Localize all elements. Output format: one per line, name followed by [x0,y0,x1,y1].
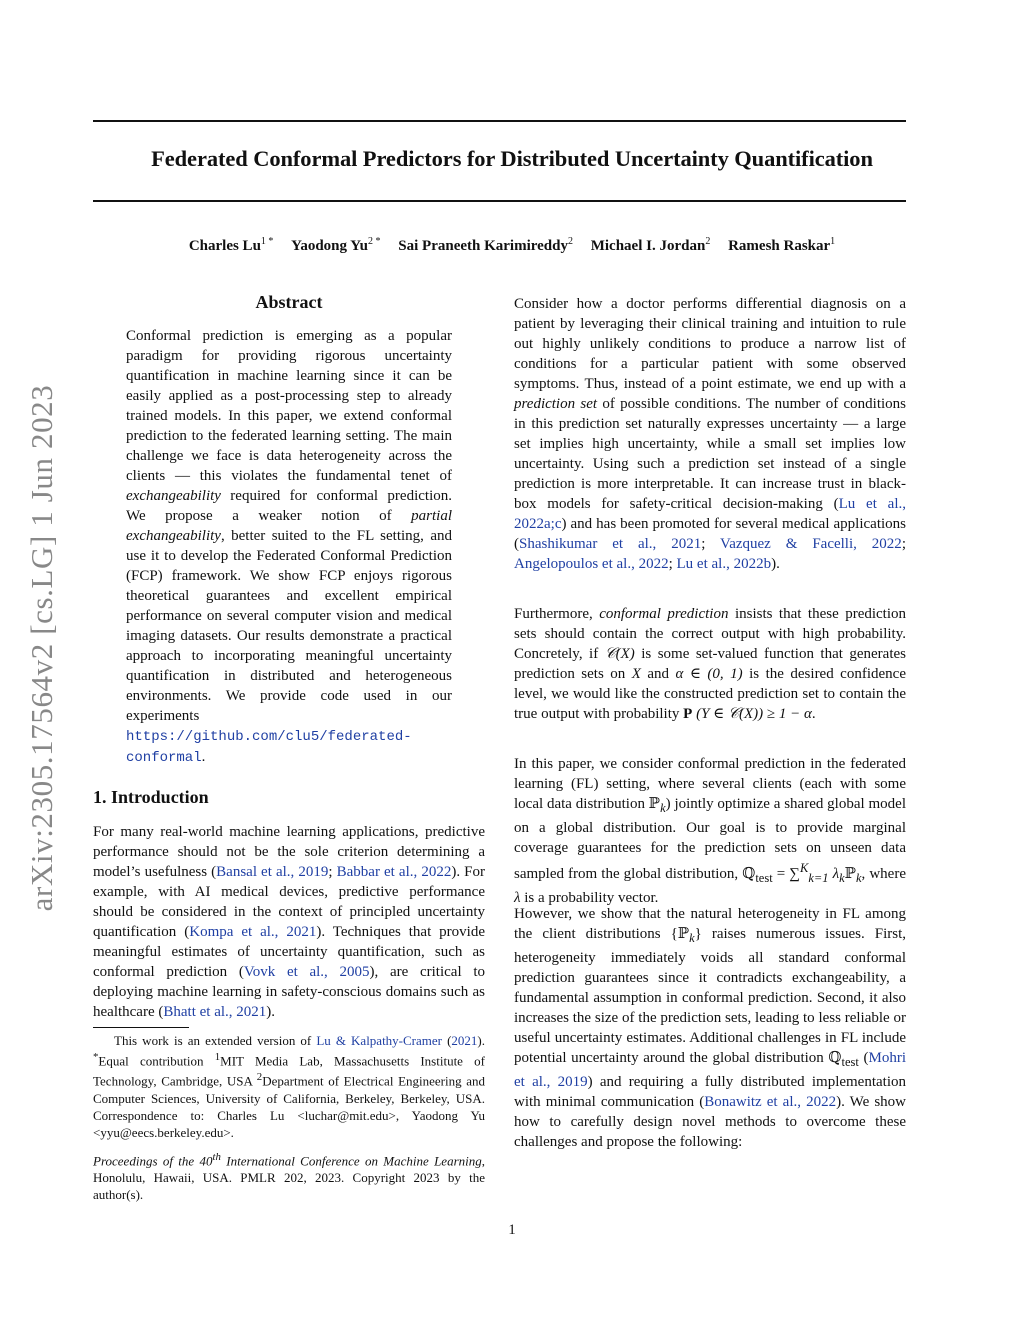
citation-link[interactable]: Angelopoulos et al., 2022 [514,556,669,572]
body-paragraph: Furthermore, conformal prediction insists that these prediction sets should contain the correct output with high probability. Concretely, if 𝒞(X) is some set-valued function that generates prediction sets on X and α ∈ (0, 1) is the desired confidence level, we would like the constructed prediction set to contain the true output with probability P (Y ∈ 𝒞(X)) ≥ 1 − α. [514,606,907,722]
footnote-rule [93,1027,189,1028]
math: ℚ$_{test}$ [828,1050,859,1069]
math: (Y ∈ 𝒞(X)) ≥ 1 − α [692,706,812,722]
author: Sai Praneeth Karimireddy$^2$ [398,236,573,254]
author: Ramesh Raskar$^1$ [728,236,836,254]
citation-link[interactable]: Kompa et al., 2021 [189,924,317,940]
author: Charles $Lu^{1 *}$ [188,236,274,254]
title-rule-top [93,120,906,122]
section-heading-introduction: 1. Introduction [93,787,209,807]
footnote: This work is an extended version of Lu & Kalpathy-Cramer (2021). *Equal contribution $^1$MIT Media Lab, Massachusetts Institute of Technology, Cambridge, USA $^2$Department of Electrical Engineering and Computer Sciences, University of California, Berkeley, Berkeley, USA. Correspondence to: Charles Lu <luchar@mit.edu>, Yaodong Yu <yyu@eecs.berkeley.edu>. [93,1033,485,1140]
citation-link[interactable]: Vazquez & Facelli, 2022 [720,536,902,552]
author: Yaodong $Yu^{2 *}$ [291,236,381,254]
citation-link[interactable]: Bonawitz et al., 2022 [704,1094,837,1110]
arxiv-stamp: arXiv:2305.17564v2 [cs.LG] 1 Jun 2023 [24,384,59,912]
citation-link[interactable]: Mohri et al., 2019 [514,1050,906,1090]
math: {ℙ$_k$} [670,926,702,945]
proceedings-note: Proceedings of the 40th International Conference on Machine Learning, Honolulu, Hawaii, USA. PMLR 202, 2023. Copyright 2023 by the author(s). [93,1151,485,1203]
code-link[interactable]: https://github.com/clu5/federated-conformal [126,729,412,766]
body-paragraph: However, we show that the natural heterogeneity in FL among the client distributions {ℙ$_k$} raises numerous issues. First, heterogeneity immediately voids all standard conformal prediction guarantees since it contradicts exchangeability, a fundamental assumption in conformal prediction. Second, it also increases the size of the prediction sets, leading to less reliable or useful uncertainty estimates. Additional challenges in FL include potential uncertainty around the global distribution ℚ$_{test}$ (Mohri et al., 2019) and requiring a fully distributed implementation with minimal communication (Bonawitz et al., 2022). We show how to carefully design novel methods to overcome these challenges and propose the following: [514,906,906,1150]
citation-link[interactable]: Bansal et al., 2019 [216,864,329,880]
abstract-heading: Abstract [255,292,323,312]
abstract-body: Conformal prediction is emerging as a popular paradigm for providing rigorous uncertainty quantification in machine learning since it can be easily applied as a post-processing step to already trained models. In this paper, we extend conformal prediction to the federated learning setting. The main challenge we face is data heterogeneity across the clients — this violates the fundamental tenet of exchangeability required for conformal prediction. We propose a weaker notion of partial exchangeability, better suited to the FL setting, and use it to develop the Federated Conformal Prediction (FCP) framework. We show FCP enjoys rigorous theoretical guarantees and excellent empirical performance on several computer vision and medical imaging datasets. Our results demonstrate a practical approach to incorporating meaningful uncertainty quantification in distributed and heterogeneous environments. We provide code used in our experiments https://github.com/clu5/federated-conformal. [126,328,452,766]
paper-title: Federated Conformal Predictors for Distributed Uncertainty Quantification [151,146,873,171]
page-number: 1 [508,1222,516,1238]
body-paragraph: In this paper, we consider conformal prediction in the federated learning (FL) setting, where several clients (each with some local data distribution ℙ$_k$) jointly optimize a shared global model on a global distribution. Our goal is to provide marginal coverage guarantees for the prediction sets on unseen data sampled from the global distribution, ℚ$_{test}$ = ∑$^K_{k=1}$ $\lambda_kℙ_k$, where λ is a probability vector. [514,756,906,906]
math: P [683,706,693,722]
citation-link[interactable]: Vovk et al., 2005 [243,964,370,980]
citation-link[interactable]: Bhatt et al., 2021 [163,1004,267,1020]
math: α ∈ (0, 1) [675,666,743,682]
citation-link[interactable]: Lu & Kalpathy-Cramer [316,1033,442,1048]
intro-paragraph: For many real-world machine learning applications, predictive performance should not be the sole criterion determining a model’s usefulness (Bansal et al., 2019; Babbar et al., 2022). For example, with AI medical devices, predictive performance should be considered in the context of principled uncertainty quantification (Kompa et al., 2021). Techniques that provide meaningful estimates of uncertainty quantification, such as conformal prediction (Vovk et al., 2005), are critical to deploying machine learning in safety-conscious domains such as healthcare (Bhatt et al., 2021). [93,824,486,1020]
citation-link[interactable]: 2021 [451,1033,478,1048]
citation-link[interactable]: Babbar et al., 2022 [336,864,452,880]
math: ℚ$_{test}$ = ∑$^K_{k=1}$ $\lambda_kℙ_k$ [742,861,862,885]
math: 𝒞(X) [604,646,635,662]
author: Michael I. Jordan$^2$ [590,236,711,254]
author-list [60,236,964,255]
citation-link[interactable]: Shashikumar et al., 2021 [519,536,702,552]
citation-link[interactable]: Lu et al., 2022b [676,556,772,572]
citation-link[interactable]: Lu et al., 2022a;c [514,496,906,532]
math: λ [514,890,521,906]
body-paragraph: Consider how a doctor performs differential diagnosis on a patient by leveraging their clinical training and intuition to rule out highly unlikely conditions to produce a narrow list of conditions for a particular patient with some observed symptoms. Thus, instead of a point estimate, we end up with a prediction set of possible conditions. The number of conditions in this prediction set naturally expresses uncertainty — a large set implies high uncertainty, while a small set implies low uncertainty. Using such a prediction set instead of a single prediction is more interpretable. It can increase trust in black-box models for safety-critical decision-making (Lu et al., 2022a;c) and has been promoted for several medical applications (Shashikumar et al., 2021; Vazquez & Facelli, 2022; Angelopoulos et al., 2022; Lu et al., 2022b). [514,296,906,572]
title-rule-bottom [93,200,906,202]
math: ℙ$_k$ [648,796,666,815]
math: X [631,666,641,682]
